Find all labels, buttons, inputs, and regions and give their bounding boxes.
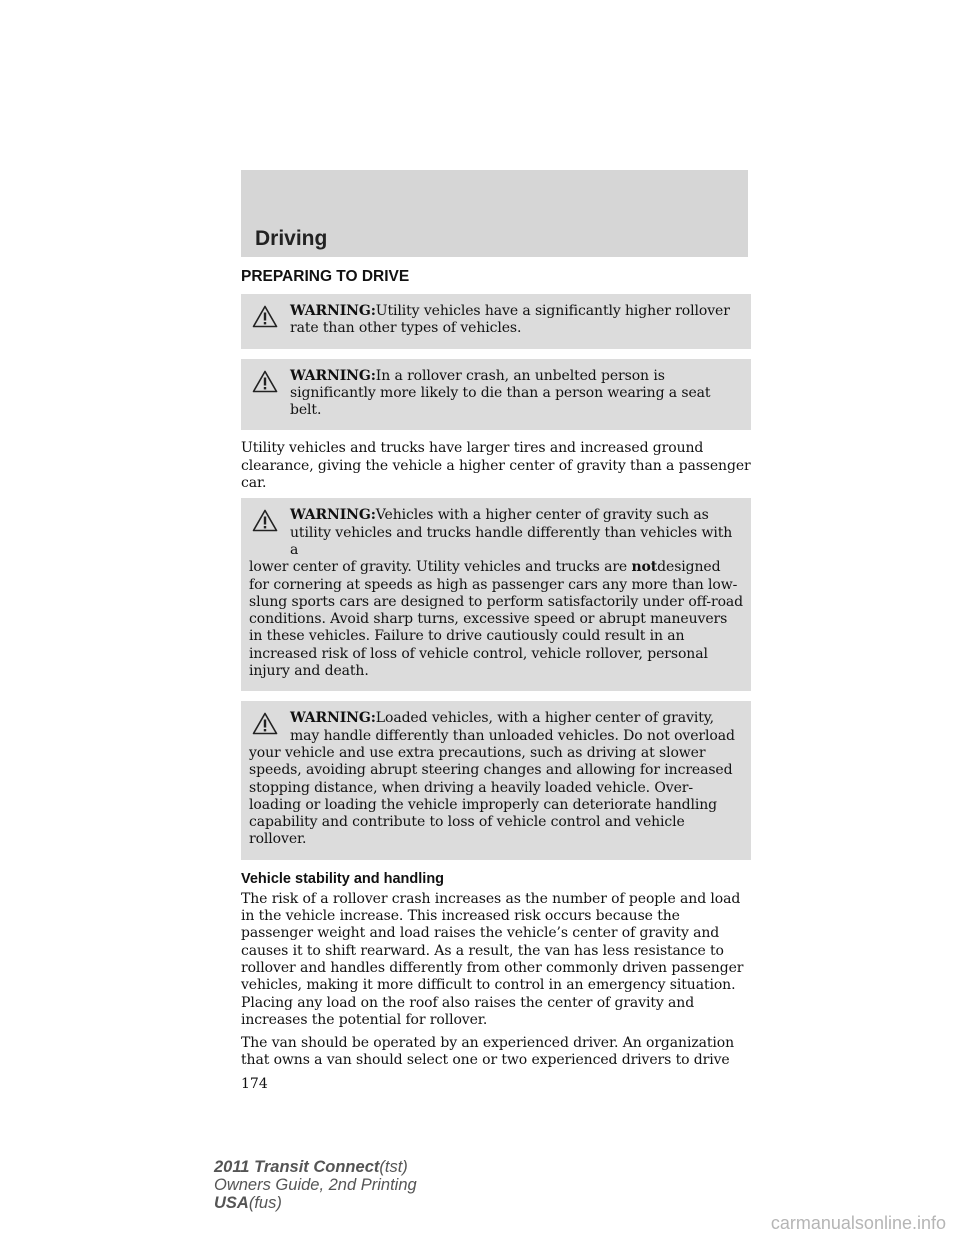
warning-text-rest [249, 559, 743, 680]
section-title: Driving [255, 227, 328, 250]
warning-triangle-icon [252, 370, 278, 393]
warning-triangle-icon [252, 509, 278, 532]
warning-text-rest: your vehicle and use extra precautions, such as driving at slower speeds, avoiding abrupt steering changes and allowing for increased stopping distance, when driving a heavily loaded vehicle. Over-loading or loading the vehicle improperly can deteriorate handling capability and contribute to loss of vehicle control and vehicle rollover. [249, 744, 733, 848]
footer-model-code: (tst) [379, 1158, 408, 1176]
warning-triangle-icon [252, 712, 278, 735]
warning-box-2 [241, 359, 751, 431]
warning-label: WARNING: [290, 367, 376, 384]
document-footer [214, 1158, 417, 1212]
page-content [241, 268, 751, 1092]
warning-label: WARNING: [290, 710, 376, 727]
warning-indented-lines [249, 710, 743, 745]
warning-indented-lines [249, 507, 743, 559]
footer-line-1 [214, 1158, 417, 1176]
warning-text: In a rollover crash, an unbelted person is significantly more likely to die than a person wearing a seat belt. [290, 367, 711, 419]
warning-text-line1: Vehicles with a higher center of gravity such as [375, 507, 709, 524]
warning-label: WARNING: [290, 507, 376, 524]
warning-box-4 [241, 701, 751, 859]
warning-label: WARNING: [290, 303, 376, 319]
warning-text-part: designed for cornering at speeds as high as passenger cars any more than low-slung sports cars are designed to perform satisfactorily under off-road conditions. Avoid sharp turns, excessive speed or abrupt maneuvers in these vehicles. Failure to drive cautiously could result in an increased risk of loss of vehicle control, vehicle rollover, personal injury and death. [249, 559, 744, 680]
warning-text: Utility vehicles have a significantly higher rollover rate than other types of vehicles. [290, 303, 730, 337]
footer-market-code: (fus) [248, 1194, 282, 1212]
body-paragraph-1: Utility vehicles and trucks have larger tires and increased ground clearance, giving the vehicle a higher center of gravity than a passenger car. [241, 440, 751, 492]
warning-text-part: lower center of gravity. Utility vehicles and trucks are [249, 559, 632, 576]
page-heading: PREPARING TO DRIVE [241, 268, 410, 285]
watermark: carmanualsonline.info [770, 1213, 946, 1233]
footer-line-3 [214, 1194, 417, 1212]
body-paragraph-2: The risk of a rollover crash increases as the number of people and load in the vehicle increase. This increased risk occurs because the passenger weight and load raises the vehicle’s center of gravity and causes it to shift rearward. As a result, the van has less resistance to rollover and handles differently from other commonly driven passenger vehicles, making it more difficult to control in an emergency situation. Placing any load on the roof also raises the center of gravity and increases the potential for rollover. [241, 890, 744, 1028]
section-header-band [241, 170, 748, 257]
warning-text-line2: utility vehicles and trucks handle differently than vehicles with a [290, 524, 733, 558]
warning-triangle-icon [252, 305, 278, 328]
footer-market: USA [214, 1194, 249, 1212]
body-paragraph-3: The van should be operated by an experienced driver. An organization that owns a van should select one or two experienced drivers to drive [241, 1035, 735, 1069]
warning-box-1 [241, 294, 751, 349]
footer-model: 2011 Transit Connect [214, 1158, 380, 1176]
warning-bold-word: not [631, 559, 658, 576]
warning-text-line1: Loaded vehicles, with a higher center of gravity, [375, 710, 715, 727]
warning-box-3 [241, 498, 751, 691]
subsection-heading: Vehicle stability and handling [241, 870, 445, 887]
warning-text-line2: may handle differently than unloaded vehicles. Do not overload [290, 727, 735, 744]
footer-line-2: Owners Guide, 2nd Printing [214, 1176, 417, 1194]
page-number: 174 [241, 1075, 268, 1092]
